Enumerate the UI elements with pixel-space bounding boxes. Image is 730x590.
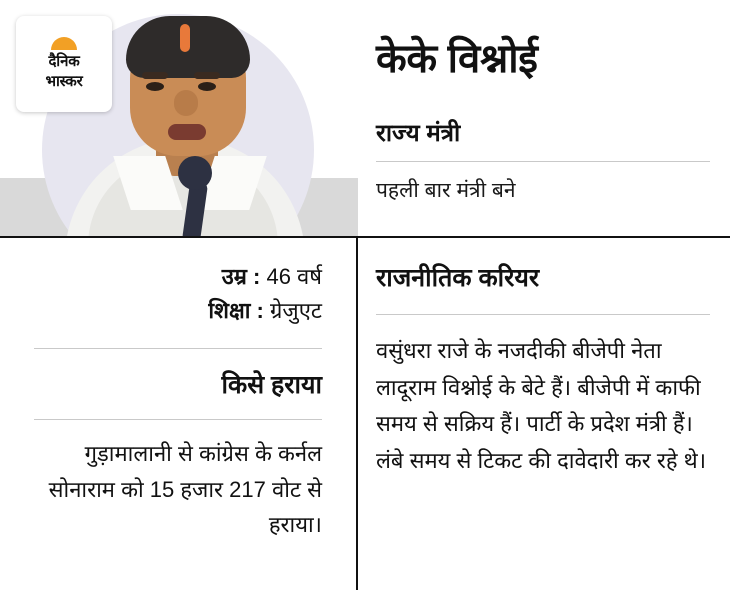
education-value: ग्रेजुएट — [263, 298, 322, 324]
age-row — [20, 260, 322, 294]
education-label: शिक्षा : — [208, 298, 264, 324]
portrait-nose — [174, 90, 198, 116]
role-title: राज्य मंत्री — [376, 120, 461, 147]
card-header — [0, 0, 730, 236]
divider — [34, 348, 322, 349]
age-label: उम्र : — [221, 264, 261, 289]
career-body: वसुंधरा राजे के नजदीकी बीजेपी नेता लादूराम विश्नोई के बेटे हैं। बीजेपी में काफी समय से सक्रिय हैं। पार्टी के प्रदेश मंत्री हैं। लंबे समय से टिकट की दावेदारी कर रहे थे। — [376, 338, 707, 473]
brand-logo-line2: भास्कर — [45, 73, 83, 90]
portrait-brow-right — [194, 72, 220, 79]
role-subtitle: पहली बार मंत्री बने — [376, 179, 516, 202]
portrait-eye-right — [198, 82, 216, 91]
divider — [376, 161, 710, 162]
sunrise-icon — [51, 37, 77, 50]
defeated-body: गुड़ामालानी से कांग्रेस के कर्नल सोनाराम को 15 हजार 217 वोट से हराया। — [48, 441, 322, 538]
career-column — [358, 238, 730, 590]
page-title: केके विश्नोई — [376, 37, 538, 81]
portrait-eye-left — [146, 82, 164, 91]
brand-logo-line1: दैनिक — [48, 53, 80, 71]
career-heading: राजनीतिक करियर — [376, 264, 540, 292]
tilak-mark — [180, 24, 190, 52]
education-row — [20, 294, 322, 328]
portrait-brow-left — [142, 72, 168, 79]
defeated-heading: किसे हराया — [221, 371, 322, 400]
portrait-mouth — [168, 124, 206, 140]
headline-pane — [358, 0, 730, 236]
brand-logo — [16, 16, 112, 112]
divider — [376, 314, 710, 315]
microphone-icon — [178, 156, 212, 190]
facts-column — [0, 238, 356, 590]
portrait-pane — [0, 0, 358, 236]
divider — [34, 419, 322, 420]
age-value: 46 वर्ष — [260, 264, 322, 289]
